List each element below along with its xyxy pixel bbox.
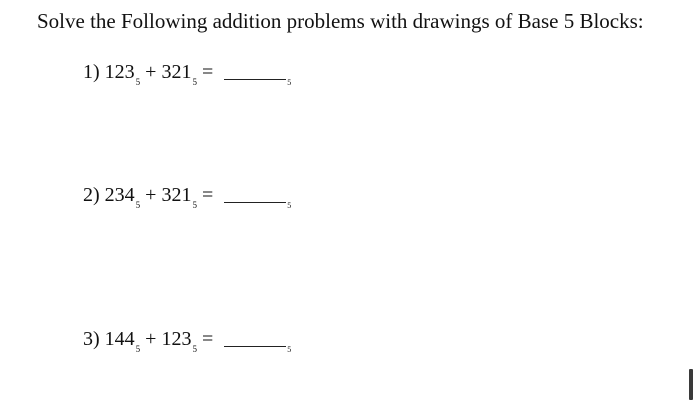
plus-operator: + xyxy=(145,184,157,206)
equals-sign: = xyxy=(201,328,214,350)
worksheet-title: Solve the Following addition problems with drawings of Base 5 Blocks: xyxy=(37,9,644,33)
addend-b-base: 5 xyxy=(192,200,197,210)
addend-b: 321 xyxy=(161,184,192,206)
addend-a: 123 xyxy=(104,61,135,83)
addend-b: 321 xyxy=(161,61,192,83)
problem-1 xyxy=(83,59,291,89)
addend-a-base: 5 xyxy=(135,344,141,354)
scrollbar-handle[interactable] xyxy=(689,369,693,400)
addend-a-base: 5 xyxy=(135,200,141,210)
answer-base: 5 xyxy=(287,201,292,210)
addend-a: 144 xyxy=(104,328,135,350)
equals-sign: = xyxy=(201,61,214,83)
equals-sign: = xyxy=(201,184,214,206)
plus-operator: + xyxy=(145,328,157,350)
addend-b: 123 xyxy=(161,328,192,350)
problem-3 xyxy=(83,326,291,356)
answer-blank xyxy=(224,184,286,203)
answer-blank xyxy=(224,61,286,80)
answer-base: 5 xyxy=(287,345,292,354)
addend-b-base: 5 xyxy=(192,344,197,354)
answer-blank xyxy=(224,328,286,347)
answer-base: 5 xyxy=(287,78,292,87)
addend-a: 234 xyxy=(104,184,135,206)
problem-2 xyxy=(83,182,291,212)
addend-b-base: 5 xyxy=(192,77,197,87)
problem-number: 1) xyxy=(83,61,100,83)
addend-a-base: 5 xyxy=(135,77,141,87)
problem-number: 3) xyxy=(83,328,100,350)
problem-number: 2) xyxy=(83,184,100,206)
plus-operator: + xyxy=(145,61,157,83)
